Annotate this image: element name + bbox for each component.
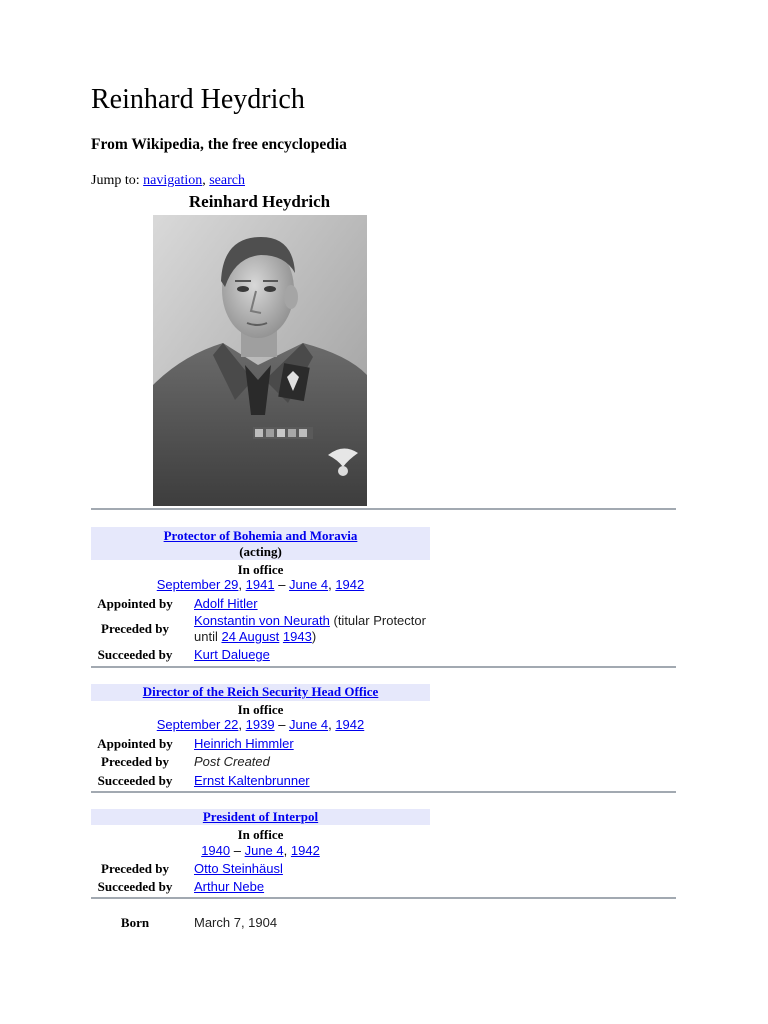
- date-link[interactable]: June 4: [289, 717, 329, 732]
- succeeded-by-value: [194, 879, 434, 894]
- jump-navigation-link[interactable]: navigation: [143, 173, 203, 188]
- date-link[interactable]: June 4: [289, 577, 329, 592]
- jump-prefix: Jump to:: [91, 173, 144, 188]
- page-title: Reinhard Heydrich: [91, 84, 305, 115]
- succeeded-by-link[interactable]: Ernst Kaltenbrunner: [194, 773, 310, 788]
- date-link[interactable]: June 4: [244, 843, 284, 858]
- preceded-by-link[interactable]: Otto Steinhäusl: [194, 861, 283, 876]
- jump-search-link[interactable]: search: [209, 173, 245, 188]
- infobox-title: Reinhard Heydrich: [188, 192, 331, 211]
- year-link[interactable]: 1939: [245, 717, 275, 732]
- appointed-by-label: Appointed by: [97, 596, 173, 611]
- in-office-label: In office: [237, 562, 284, 577]
- born-value: March 7, 1904: [194, 915, 278, 930]
- born-label: Born: [120, 915, 150, 930]
- divider: [91, 508, 676, 510]
- preceded-by-label: Preceded by: [101, 754, 169, 769]
- portrait-image[interactable]: [153, 215, 367, 506]
- succeeded-by-label: Succeeded by: [97, 773, 173, 788]
- date-dash: –: [274, 577, 290, 592]
- succeeded-by-value: [194, 647, 434, 662]
- protector-term-dates: September 29, 1941 – June 4, 1942: [156, 577, 365, 592]
- page-subtitle: From Wikipedia, the free encyclopedia: [91, 136, 347, 153]
- date-link[interactable]: September 22: [156, 717, 239, 732]
- succeeded-by-link[interactable]: Kurt Daluege: [194, 647, 270, 662]
- acting-note: (acting): [239, 544, 282, 559]
- preceded-by-link[interactable]: Konstantin von Neurath: [194, 613, 330, 628]
- rsha-link[interactable]: Director of the Reich Security Head Office: [142, 684, 379, 699]
- appointed-by-link[interactable]: Heinrich Himmler: [194, 736, 294, 751]
- in-office-label: In office: [237, 827, 284, 842]
- interpol-term-dates: 1940 – June 4, 1942: [201, 843, 320, 858]
- preceded-by-label: Preceded by: [101, 621, 169, 636]
- preceded-note-end: ): [311, 629, 317, 644]
- divider: [91, 666, 676, 668]
- year-link[interactable]: 1942: [290, 843, 320, 858]
- section-header-rsha: [91, 684, 430, 701]
- appointed-by-link[interactable]: Adolf Hitler: [194, 596, 258, 611]
- date-dash: –: [230, 843, 245, 858]
- preceded-by-label: Preceded by: [101, 861, 169, 876]
- succeeded-by-value: [194, 773, 434, 788]
- date-link[interactable]: 24 August: [221, 629, 280, 644]
- jump-links: [91, 173, 245, 189]
- appointed-by-value: [194, 596, 434, 611]
- in-office-label: In office: [237, 702, 284, 717]
- protector-link[interactable]: Protector of Bohemia and Moravia: [163, 528, 358, 543]
- divider: [91, 791, 676, 793]
- section-header-protector: [91, 527, 430, 560]
- appointed-by-label: Appointed by: [97, 736, 173, 751]
- rsha-term-dates: September 22, 1939 – June 4, 1942: [156, 717, 365, 732]
- preceded-note: (titular Protector until: [194, 613, 426, 644]
- year-link[interactable]: 1941: [245, 577, 275, 592]
- divider: [91, 897, 676, 899]
- preceded-by-value: Post Created: [194, 754, 270, 769]
- date-dash: –: [274, 717, 290, 732]
- year-link[interactable]: 1942: [335, 577, 365, 592]
- year-link[interactable]: 1940: [201, 843, 231, 858]
- interpol-link[interactable]: President of Interpol: [202, 809, 319, 824]
- succeeded-by-link[interactable]: Arthur Nebe: [194, 879, 265, 894]
- preceded-by-value: [194, 613, 434, 645]
- date-link[interactable]: September 29: [156, 577, 239, 592]
- succeeded-by-label: Succeeded by: [97, 647, 173, 662]
- year-link[interactable]: 1942: [335, 717, 365, 732]
- preceded-by-value: [194, 861, 434, 876]
- succeeded-by-label: Succeeded by: [97, 879, 173, 894]
- section-header-interpol: [91, 809, 430, 825]
- year-link[interactable]: 1943: [282, 629, 312, 644]
- jump-separator: ,: [202, 173, 210, 188]
- appointed-by-value: [194, 736, 434, 751]
